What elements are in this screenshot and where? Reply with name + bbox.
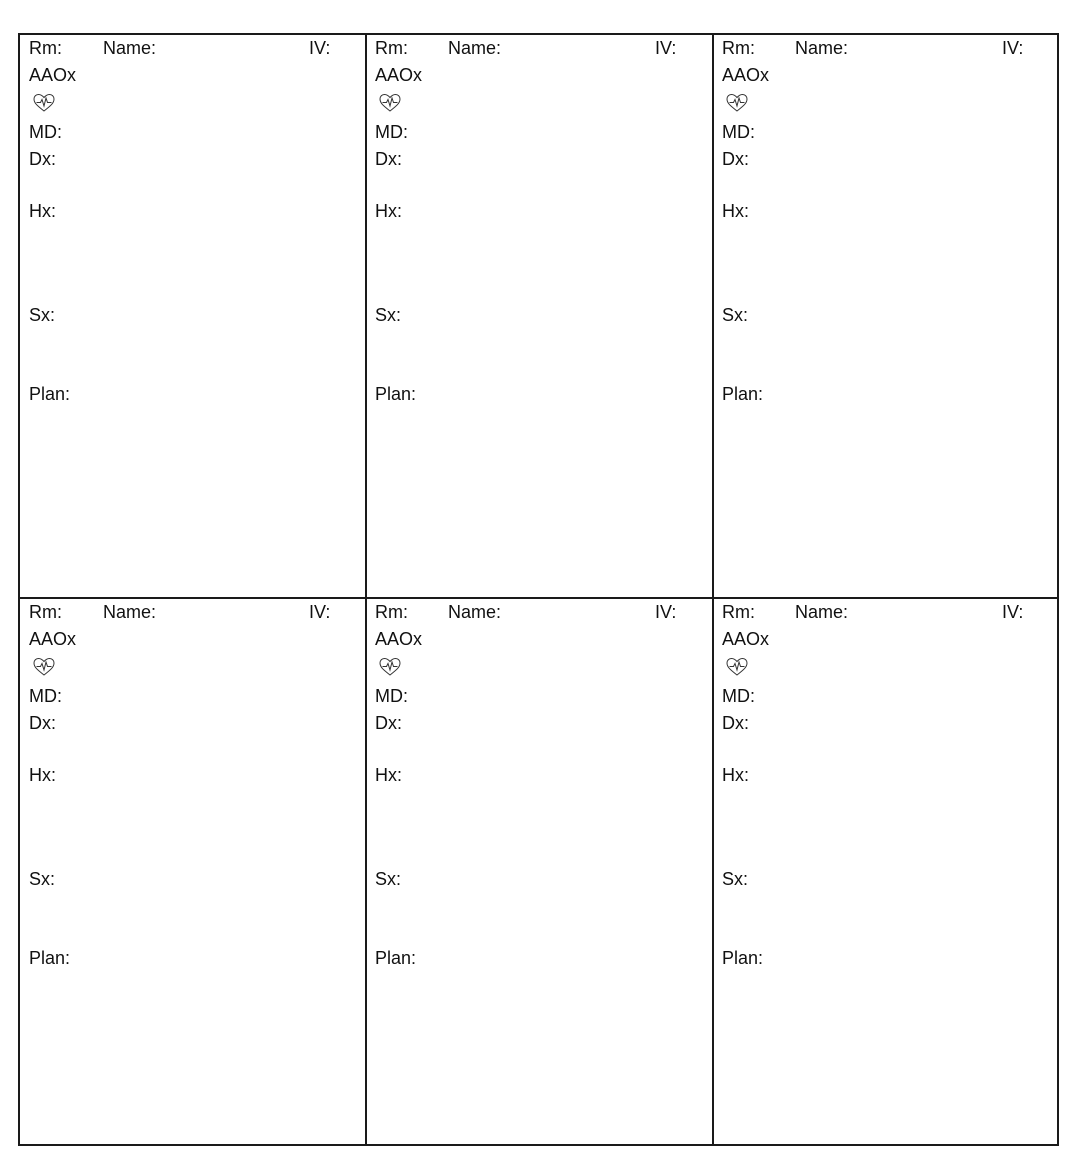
iv-label: IV:: [309, 602, 331, 622]
room-label: Rm:: [375, 38, 408, 58]
md-label: MD:: [375, 686, 408, 706]
patient-card-6: [722, 603, 1052, 1143]
room-label: Rm:: [375, 602, 408, 622]
md-label: MD:: [722, 686, 755, 706]
patient-card-5: [375, 603, 705, 1143]
hx-label: Hx:: [722, 201, 749, 221]
dx-label: Dx:: [375, 713, 402, 733]
plan-label: Plan:: [29, 948, 71, 968]
heart-rate-icon: [378, 93, 402, 113]
dx-label: Dx:: [722, 149, 749, 169]
hx-label: Hx:: [29, 201, 56, 221]
name-label: Name:: [795, 38, 849, 58]
md-label: MD:: [375, 122, 408, 142]
iv-label: IV:: [309, 38, 331, 58]
plan-label: Plan:: [29, 384, 71, 404]
md-label: MD:: [722, 122, 755, 142]
heart-rate-icon: [725, 93, 749, 113]
name-label: Name:: [103, 602, 157, 622]
md-label: MD:: [29, 122, 62, 142]
sx-label: Sx:: [722, 305, 749, 325]
patient-card-3: [722, 39, 1052, 595]
plan-label: Plan:: [722, 948, 764, 968]
plan-label: Plan:: [722, 384, 764, 404]
md-label: MD:: [29, 686, 62, 706]
heart-rate-icon: [725, 657, 749, 677]
sx-label: Sx:: [29, 305, 56, 325]
orientation-label: AAOx: [29, 65, 77, 85]
hx-label: Hx:: [375, 765, 402, 785]
name-label: Name:: [448, 38, 502, 58]
patient-card-2: [375, 39, 705, 595]
orientation-label: AAOx: [375, 65, 423, 85]
column-divider: [712, 35, 714, 1144]
name-label: Name:: [103, 38, 157, 58]
patient-card-1: [29, 39, 359, 595]
dx-label: Dx:: [375, 149, 402, 169]
orientation-label: AAOx: [29, 629, 77, 649]
heart-rate-icon: [32, 93, 56, 113]
hx-label: Hx:: [29, 765, 56, 785]
heart-rate-icon: [378, 657, 402, 677]
room-label: Rm:: [29, 38, 62, 58]
room-label: Rm:: [722, 38, 755, 58]
name-label: Name:: [448, 602, 502, 622]
name-label: Name:: [795, 602, 849, 622]
sx-label: Sx:: [722, 869, 749, 889]
plan-label: Plan:: [375, 948, 417, 968]
room-label: Rm:: [722, 602, 755, 622]
patient-card-4: [29, 603, 359, 1143]
hx-label: Hx:: [722, 765, 749, 785]
sx-label: Sx:: [375, 869, 402, 889]
iv-label: IV:: [1002, 38, 1024, 58]
dx-label: Dx:: [722, 713, 749, 733]
hx-label: Hx:: [375, 201, 402, 221]
plan-label: Plan:: [375, 384, 417, 404]
iv-label: IV:: [1002, 602, 1024, 622]
sx-label: Sx:: [375, 305, 402, 325]
heart-rate-icon: [32, 657, 56, 677]
dx-label: Dx:: [29, 713, 56, 733]
orientation-label: AAOx: [722, 65, 770, 85]
iv-label: IV:: [655, 38, 677, 58]
row-divider: [20, 597, 1057, 599]
patient-report-sheet: [18, 33, 1059, 1146]
column-divider: [365, 35, 367, 1144]
iv-label: IV:: [655, 602, 677, 622]
orientation-label: AAOx: [722, 629, 770, 649]
orientation-label: AAOx: [375, 629, 423, 649]
room-label: Rm:: [29, 602, 62, 622]
dx-label: Dx:: [29, 149, 56, 169]
sx-label: Sx:: [29, 869, 56, 889]
